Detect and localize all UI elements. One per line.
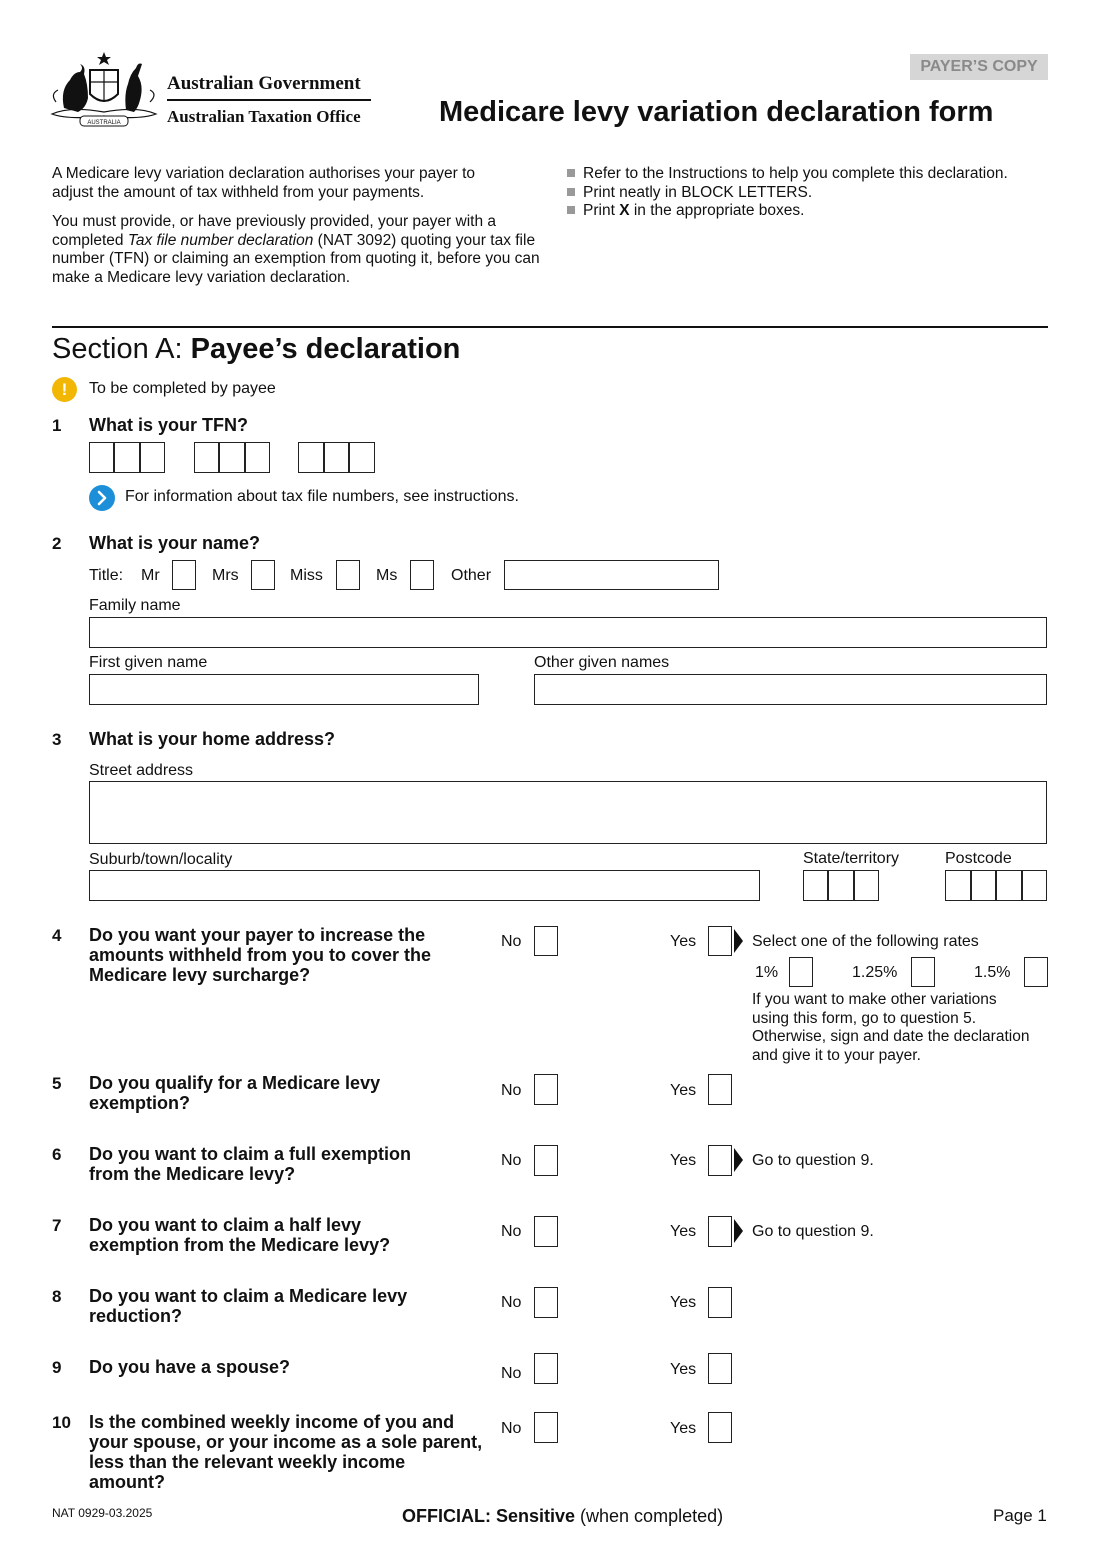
q5-no-checkbox[interactable] [534, 1074, 558, 1105]
first-given-name-label: First given name [89, 654, 208, 671]
section-a-note: To be completed by payee [89, 380, 276, 397]
payers-copy-badge: PAYER’S COPY [910, 54, 1048, 80]
section-a-title: Section A: Payee’s declaration [52, 333, 461, 365]
q9-yes-checkbox[interactable] [708, 1353, 732, 1384]
title-miss-label: Miss [290, 567, 323, 584]
title-mrs-label: Mrs [212, 567, 239, 584]
q7-question: Do you want to claim a half levy exemption from the Medicare levy? [89, 1215, 391, 1255]
instruction-bullet-1: Refer to the Instructions to help you complete this declaration. [567, 165, 1067, 184]
arrow-right-icon [734, 1148, 743, 1172]
q9-yes-label: Yes [670, 1361, 697, 1378]
q5-yes-checkbox[interactable] [708, 1074, 732, 1105]
q4-question: Do you want your payer to increase the amounts withheld from you to cover the Medicare levy surcharge? [89, 925, 432, 985]
official-marking: OFFICIAL: Sensitive (when completed) [402, 1506, 724, 1526]
q6-no-label: No [501, 1152, 522, 1169]
q2-question: What is your name? [89, 533, 261, 553]
state-label: State/territory [803, 850, 900, 867]
q7-yes-label: Yes [670, 1223, 697, 1240]
q6-number: 6 [52, 1145, 62, 1164]
rate-1-label: 1% [755, 964, 779, 981]
state-box-1[interactable] [803, 870, 828, 901]
q9-no-checkbox[interactable] [534, 1353, 558, 1384]
title-mr-checkbox[interactable] [172, 560, 196, 590]
tfn-digit-9[interactable] [349, 442, 375, 473]
exclamation-circle-icon: ! [52, 377, 77, 402]
family-name-field[interactable] [89, 617, 1047, 648]
title-mrs-checkbox[interactable] [251, 560, 275, 590]
q7-no-checkbox[interactable] [534, 1216, 558, 1247]
instruction-bullet-2: Print neatly in BLOCK LETTERS. [567, 184, 1067, 203]
q1-number: 1 [52, 416, 62, 435]
q10-yes-label: Yes [670, 1420, 697, 1437]
q4-note: If you want to make other variations using this form, go to question 5. Otherwise, sign and date the declaration and give it to your payer. [752, 991, 1030, 1064]
q7-number: 7 [52, 1216, 62, 1235]
title-ms-label: Ms [376, 567, 398, 584]
gov-rule [167, 99, 371, 101]
intro-paragraph-2: You must provide, or have previously provided, your payer with a completed Tax file number declaration (NAT 3092) quoting your tax file number (TFN) or claiming an exemption from quoting it, before you can make a Medicare levy variation declaration. [52, 213, 540, 286]
q2-number: 2 [52, 534, 62, 553]
q4-yes-checkbox[interactable] [708, 926, 732, 956]
q6-no-checkbox[interactable] [534, 1145, 558, 1176]
q4-yes-label: Yes [670, 933, 697, 950]
tfn-digit-5[interactable] [219, 442, 245, 473]
q8-no-checkbox[interactable] [534, 1287, 558, 1318]
postcode-box-2[interactable] [971, 870, 996, 901]
q6-question: Do you want to claim a full exemption from the Medicare levy? [89, 1144, 412, 1184]
instruction-bullets [567, 165, 1067, 221]
title-other-field[interactable] [504, 560, 719, 590]
tfn-digit-4[interactable] [194, 442, 219, 473]
state-box-3[interactable] [854, 870, 879, 901]
q4-no-label: No [501, 933, 522, 950]
coat-of-arms-logo [50, 50, 158, 130]
gov-name-line1: Australian Government [167, 73, 361, 94]
other-given-names-label: Other given names [534, 654, 670, 671]
title-mr-label: Mr [141, 567, 160, 584]
q5-number: 5 [52, 1074, 62, 1093]
q8-yes-checkbox[interactable] [708, 1287, 732, 1318]
arrow-right-icon [734, 1219, 743, 1243]
rate-2-checkbox[interactable] [911, 957, 935, 987]
q1-question: What is your TFN? [89, 415, 248, 435]
q7-yes-checkbox[interactable] [708, 1216, 732, 1247]
form-title: Medicare levy variation declaration form [439, 96, 994, 128]
q8-question: Do you want to claim a Medicare levy reduction? [89, 1286, 408, 1326]
q4-no-checkbox[interactable] [534, 926, 558, 956]
rate-1-checkbox[interactable] [789, 957, 813, 987]
chevron-right-circle-icon [89, 485, 115, 511]
tfn-digit-3[interactable] [140, 442, 165, 473]
q10-yes-checkbox[interactable] [708, 1412, 732, 1443]
rate-3-label: 1.5% [974, 964, 1011, 981]
postcode-box-3[interactable] [996, 870, 1022, 901]
page-number: Page 1 [993, 1506, 1047, 1525]
q6-yes-checkbox[interactable] [708, 1145, 732, 1176]
q8-no-label: No [501, 1294, 522, 1311]
first-given-name-field[interactable] [89, 674, 479, 705]
q5-yes-label: Yes [670, 1082, 697, 1099]
q5-question: Do you qualify for a Medicare levy exemption? [89, 1073, 381, 1113]
q6-yes-label: Yes [670, 1152, 697, 1169]
q7-goto: Go to question 9. [752, 1223, 874, 1240]
tfn-digit-8[interactable] [324, 442, 349, 473]
suburb-field[interactable] [89, 870, 760, 901]
suburb-label: Suburb/town/locality [89, 851, 233, 868]
postcode-label: Postcode [945, 850, 1012, 867]
family-name-label: Family name [89, 597, 181, 614]
q3-number: 3 [52, 730, 62, 749]
q4-number: 4 [52, 926, 62, 945]
q9-no-label: No [501, 1365, 522, 1382]
q8-yes-label: Yes [670, 1294, 697, 1311]
q8-number: 8 [52, 1287, 62, 1306]
q10-no-label: No [501, 1420, 522, 1437]
rate-2-label: 1.25% [852, 964, 898, 981]
title-miss-checkbox[interactable] [336, 560, 360, 590]
q7-no-label: No [501, 1223, 522, 1240]
q4-select-rates: Select one of the following rates [752, 933, 979, 950]
other-given-names-field[interactable] [534, 674, 1047, 705]
street-address-field[interactable] [89, 781, 1047, 844]
q10-number: 10 [52, 1413, 71, 1432]
postcode-box-4[interactable] [1022, 870, 1047, 901]
q5-no-label: No [501, 1082, 522, 1099]
form-code: NAT 0929-03.2025 [52, 1506, 153, 1520]
intro-paragraph-1: A Medicare levy variation declaration authorises your payer to adjust the amount of tax withheld from your payments. [52, 165, 476, 201]
q3-question: What is your home address? [89, 729, 336, 749]
instruction-bullet-3: Print X in the appropriate boxes. [567, 202, 1067, 221]
street-address-label: Street address [89, 762, 194, 779]
q6-goto: Go to question 9. [752, 1152, 874, 1169]
gov-name-line2: Australian Taxation Office [167, 107, 361, 126]
title-label: Title: [89, 567, 124, 584]
state-box-2[interactable] [828, 870, 854, 901]
postcode-box-1[interactable] [945, 870, 971, 901]
title-ms-checkbox[interactable] [410, 560, 434, 590]
section-divider [52, 326, 1048, 328]
q10-no-checkbox[interactable] [534, 1412, 558, 1443]
tfn-digit-6[interactable] [245, 442, 270, 473]
tfn-digit-2[interactable] [114, 442, 140, 473]
crest-lettering: AUSTRALIA [87, 120, 121, 126]
tfn-digit-1[interactable] [89, 442, 114, 473]
q9-question: Do you have a spouse? [89, 1357, 291, 1377]
tfn-digit-7[interactable] [298, 442, 324, 473]
arrow-right-icon [734, 929, 743, 953]
q10-question: Is the combined weekly income of you and your spouse, or your income as a sole parent, less than the relevant weekly income amount? [89, 1412, 483, 1492]
title-other-label: Other [451, 567, 492, 584]
rate-3-checkbox[interactable] [1024, 957, 1048, 987]
q9-number: 9 [52, 1358, 62, 1377]
q1-info-text: For information about tax file numbers, see instructions. [125, 488, 519, 505]
